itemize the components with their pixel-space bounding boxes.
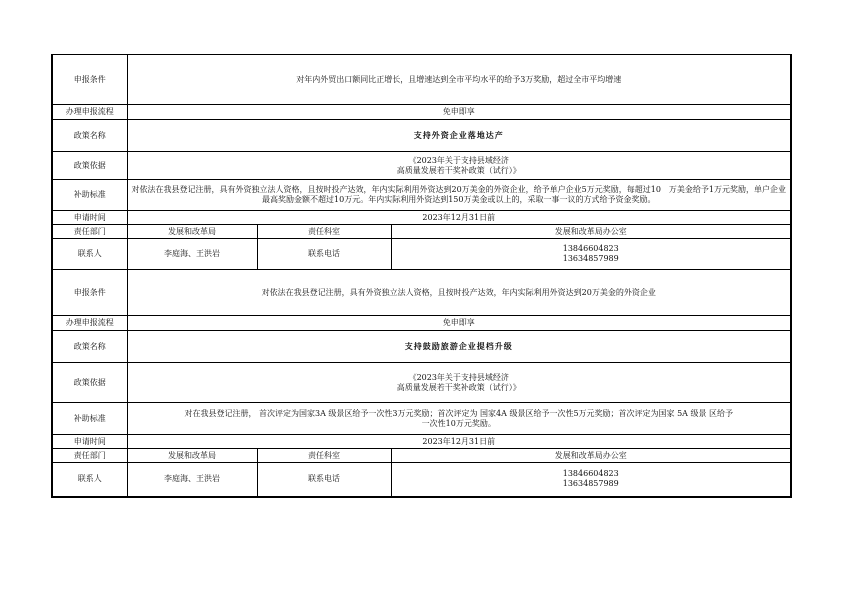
basis-row xyxy=(52,152,791,180)
dept-row xyxy=(52,225,791,239)
dept-row xyxy=(52,449,791,463)
policy-name-row xyxy=(52,120,791,152)
contact-label: 联系人 xyxy=(52,239,127,270)
policy-name-label: 政策名称 xyxy=(52,120,127,152)
deadline-label: 申请时间 xyxy=(52,435,127,449)
conditions-row xyxy=(52,270,791,316)
policy-name-label: 政策名称 xyxy=(52,331,127,363)
basis-line: 高质量发展若干奖补政策（试行）》 xyxy=(396,382,521,392)
phone-number: 13846604823 xyxy=(562,244,619,253)
dept: 发展和改革局 xyxy=(127,225,257,239)
phone-numbers xyxy=(391,239,791,270)
policy-name: 支持鼓励旅游企业提档升级 xyxy=(127,331,791,363)
conditions-text: 对依法在我县登记注册，具有外资独立法人资格，且按时投产达效，年内实际利用外资达到20万美金的外资企业 xyxy=(127,270,791,316)
standard-text xyxy=(127,403,791,435)
basis-row xyxy=(52,363,791,403)
deadline-row xyxy=(52,211,791,225)
basis-text xyxy=(127,152,791,180)
contact-row xyxy=(52,239,791,270)
policy-name-row xyxy=(52,331,791,363)
dept-label: 责任部门 xyxy=(52,449,127,463)
standard-label: 补助标准 xyxy=(52,403,127,435)
standard-line: 对在我县登记注册， 首次评定为国家3A 级景区给予一次性3万元奖励；首次评定为 国家4A 级景区给予一次性5万元奖励；首次评定为国家 5A 级景 区给予 xyxy=(184,408,734,418)
office: 发展和改革局办公室 xyxy=(391,449,791,463)
deadline-row xyxy=(52,435,791,449)
phone-number: 13634857989 xyxy=(562,254,619,263)
basis-line: 高质量发展若干奖补政策（试行）》 xyxy=(396,165,521,175)
contact: 李庭海、王洪岩 xyxy=(127,239,257,270)
dept: 发展和改革局 xyxy=(127,449,257,463)
dept-label: 责任部门 xyxy=(52,225,127,239)
basis-line: 《2023年关于支持县域经济 xyxy=(408,372,509,382)
contact: 李庭海、王洪岩 xyxy=(127,463,257,497)
process-row xyxy=(52,105,791,120)
basis-label: 政策依据 xyxy=(52,152,127,180)
process-label: 办理申报流程 xyxy=(52,105,127,120)
process-label: 办理申报流程 xyxy=(52,316,127,331)
standard-row xyxy=(52,403,791,435)
office-label: 责任科室 xyxy=(257,449,391,463)
basis-line: 《2023年关于支持县域经济 xyxy=(408,155,509,165)
deadline-label: 申请时间 xyxy=(52,211,127,225)
phone-label: 联系电话 xyxy=(257,239,391,270)
process-row xyxy=(52,316,791,331)
conditions-label: 申报条件 xyxy=(52,270,127,316)
process-text: 免申即享 xyxy=(127,105,791,120)
conditions-text: 对年内外贸出口额同比正增长，且增速达到全市平均水平的给予3万奖励，超过全市平均增速 xyxy=(127,55,791,105)
standard-text: 对依法在我县登记注册，具有外资独立法人资格，且按时投产达效，年内实际利用外资达到20万美金的外资企业，给予单户企业5万元奖励，每超过10 万美金给予1万元奖励，单户企业最高奖励金额不超过10万元。年内实际利用外资达到150万美金或以上的，采取一事一议的方式给予资金奖励。 xyxy=(127,180,791,211)
phone-label: 联系电话 xyxy=(257,463,391,497)
phone-number: 13846604823 xyxy=(562,469,619,479)
basis-text xyxy=(127,363,791,403)
conditions-row xyxy=(52,55,791,105)
deadline: 2023年12月31日前 xyxy=(127,211,791,225)
deadline: 2023年12月31日前 xyxy=(127,435,791,449)
office: 发展和改革局办公室 xyxy=(391,225,791,239)
standard-row xyxy=(52,180,791,211)
policy-table xyxy=(51,54,792,498)
contact-row xyxy=(52,463,791,497)
process-text: 免申即享 xyxy=(127,316,791,331)
phone-numbers xyxy=(391,463,791,497)
phone-number: 13634857989 xyxy=(562,479,619,489)
basis-label: 政策依据 xyxy=(52,363,127,403)
standard-label: 补助标准 xyxy=(52,180,127,211)
office-label: 责任科室 xyxy=(257,225,391,239)
contact-label: 联系人 xyxy=(52,463,127,497)
conditions-label: 申报条件 xyxy=(52,55,127,105)
policy-name: 支持外资企业落地达产 xyxy=(127,120,791,152)
standard-line: 一次性10万元奖励。 xyxy=(421,418,496,428)
